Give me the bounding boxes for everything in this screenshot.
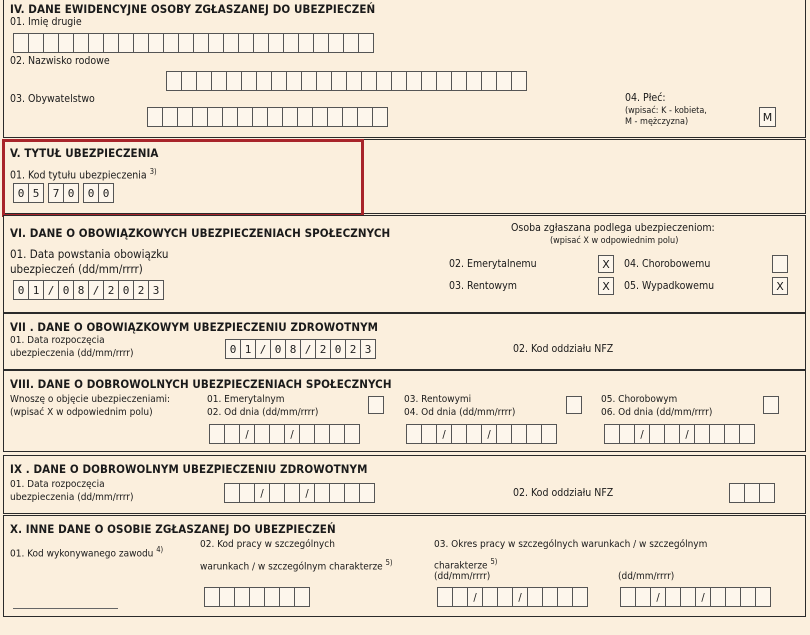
special-work-code-label-2 xyxy=(200,557,393,572)
char-box[interactable] xyxy=(694,424,710,444)
char-box[interactable] xyxy=(181,71,197,91)
middle-name-field[interactable] xyxy=(13,33,373,53)
date-separator: / xyxy=(481,424,497,444)
date-separator: / xyxy=(88,280,104,300)
char-box[interactable] xyxy=(739,424,755,444)
char-box[interactable] xyxy=(542,587,558,607)
char-box[interactable] xyxy=(13,33,29,53)
voluntary-nfz-field[interactable] xyxy=(729,483,774,503)
char-box[interactable] xyxy=(406,71,422,91)
char-box[interactable] xyxy=(344,483,360,503)
char-box[interactable]: 8 xyxy=(285,339,301,359)
char-box[interactable] xyxy=(359,483,375,503)
special-period-label-1: 03. Okres pracy w szczególnych warunkach / w szczególnym xyxy=(434,539,708,550)
char-box[interactable] xyxy=(421,71,437,91)
char-box[interactable] xyxy=(724,424,740,444)
char-box[interactable] xyxy=(329,483,345,503)
char-box[interactable]: 7 xyxy=(48,183,64,203)
char-box[interactable] xyxy=(299,424,315,444)
char-box[interactable] xyxy=(192,107,208,127)
obligation-date-label-1: 01. Data powstania obowiązku xyxy=(10,247,169,261)
sex-field[interactable]: M xyxy=(759,107,776,127)
citizenship-field[interactable] xyxy=(147,107,387,127)
char-box[interactable] xyxy=(118,33,134,53)
family-name-field[interactable] xyxy=(166,71,526,91)
voluntary-sickness-checkbox[interactable] xyxy=(763,396,779,414)
char-box[interactable] xyxy=(328,33,344,53)
char-box[interactable] xyxy=(223,33,239,53)
char-box[interactable]: 1 xyxy=(28,280,44,300)
char-box[interactable] xyxy=(466,424,482,444)
voluntary-intro-1: Wnoszę o objęcie ubezpieczeniami: xyxy=(10,394,170,405)
char-box[interactable] xyxy=(557,587,573,607)
char-box[interactable] xyxy=(619,424,635,444)
char-box[interactable] xyxy=(635,587,651,607)
char-box[interactable] xyxy=(204,587,220,607)
char-box[interactable] xyxy=(207,107,223,127)
profession-code-label xyxy=(10,544,163,559)
voluntary-nfz-label: 02. Kod oddziału NFZ xyxy=(513,487,614,499)
voluntary-disability-from-label: 04. Od dnia (dd/mm/rrrr) xyxy=(404,407,516,418)
char-box[interactable] xyxy=(208,33,224,53)
char-box[interactable] xyxy=(346,71,362,91)
disability-checkbox[interactable]: X xyxy=(598,277,614,295)
char-box[interactable] xyxy=(358,33,374,53)
date-separator: / xyxy=(299,483,315,503)
char-box[interactable]: 1 xyxy=(240,339,256,359)
char-box[interactable] xyxy=(284,483,300,503)
char-box[interactable] xyxy=(234,587,250,607)
highlight-frame xyxy=(2,139,364,217)
accident-checkbox[interactable]: X xyxy=(772,277,788,295)
char-box[interactable] xyxy=(264,587,280,607)
char-box[interactable] xyxy=(391,71,407,91)
footnote-5b: 5) xyxy=(490,557,498,566)
section-x-title: X. INNE DANE O OSOBIE ZGŁASZANEJ DO UBEZPIECZEŃ xyxy=(10,522,336,536)
char-box[interactable] xyxy=(211,71,227,91)
char-box[interactable] xyxy=(252,107,268,127)
subject-hint: (wpisać X w odpowiednim polu) xyxy=(550,236,679,246)
section-vii xyxy=(3,313,806,370)
nfz-branch-label: 02. Kod oddziału NFZ xyxy=(513,343,614,355)
char-box[interactable] xyxy=(511,424,527,444)
char-box[interactable] xyxy=(451,424,467,444)
accident-label: 05. Wypadkowemu xyxy=(624,280,715,292)
char-box[interactable] xyxy=(28,33,44,53)
section-viii xyxy=(3,370,806,452)
char-box[interactable] xyxy=(526,424,542,444)
char-box[interactable] xyxy=(344,424,360,444)
voluntary-pension-checkbox[interactable] xyxy=(368,396,384,414)
special-period-label-text: charakterze xyxy=(434,560,488,572)
char-box[interactable] xyxy=(241,71,257,91)
footnote-5a: 5) xyxy=(385,558,393,567)
char-box[interactable] xyxy=(331,71,347,91)
date-separator: / xyxy=(284,424,300,444)
char-box[interactable] xyxy=(283,33,299,53)
voluntary-pension-from-label: 02. Od dnia (dd/mm/rrrr) xyxy=(207,407,319,418)
subject-label: Osoba zgłaszana podlega ubezpieczeniom: xyxy=(511,222,715,234)
char-box[interactable]: 8 xyxy=(73,280,89,300)
char-box[interactable] xyxy=(314,483,330,503)
insurance-code-label-text: 01. Kod tytułu ubezpieczenia xyxy=(10,169,147,182)
char-box[interactable] xyxy=(133,33,149,53)
char-box[interactable] xyxy=(436,71,452,91)
voluntary-disability-from-field[interactable] xyxy=(406,424,556,444)
section-viii-title: VIII. DANE O DOBROWOLNYCH UBEZPIECZENIACH SPOŁECZNYCH xyxy=(10,377,392,391)
char-box[interactable] xyxy=(301,71,317,91)
section-vii-title: VII . DANE O OBOWIĄZKOWYM UBEZPIECZENIU ZDROWOTNYM xyxy=(10,320,379,334)
date-separator: / xyxy=(255,339,271,359)
special-period-label-2 xyxy=(434,556,497,571)
char-box[interactable] xyxy=(437,587,453,607)
char-box[interactable]: 0 xyxy=(270,339,286,359)
char-box[interactable] xyxy=(271,71,287,91)
voluntary-disability-checkbox[interactable] xyxy=(566,396,582,414)
period-from-field[interactable] xyxy=(437,587,587,607)
obligation-date-label-2: ubezpieczeń (dd/mm/rrrr) xyxy=(10,262,143,276)
char-box[interactable] xyxy=(147,107,163,127)
char-box[interactable] xyxy=(312,107,328,127)
char-box[interactable] xyxy=(254,424,270,444)
char-box[interactable] xyxy=(620,587,636,607)
char-box[interactable] xyxy=(496,424,512,444)
char-box[interactable] xyxy=(759,483,775,503)
footnote-3: 3) xyxy=(149,167,157,176)
health-start-date-field[interactable] xyxy=(225,339,375,359)
sickness-label: 04. Chorobowemu xyxy=(624,258,711,270)
char-box[interactable]: 0 xyxy=(63,183,79,203)
char-box[interactable]: 0 xyxy=(118,280,134,300)
voluntary-sickness-from-field[interactable] xyxy=(604,424,754,444)
char-box[interactable] xyxy=(497,587,513,607)
char-box[interactable] xyxy=(452,587,468,607)
char-box[interactable] xyxy=(406,424,422,444)
section-vi xyxy=(3,215,806,313)
voluntary-sickness-label: 05. Chorobowym xyxy=(601,394,678,405)
char-box[interactable] xyxy=(73,33,89,53)
char-box[interactable]: 3 xyxy=(148,280,164,300)
char-box[interactable] xyxy=(729,483,745,503)
section-ix-title: IX . DANE O DOBROWOLNYM UBEZPIECZENIU ZDROWOTNYM xyxy=(10,462,368,476)
char-box[interactable]: 3 xyxy=(360,339,376,359)
char-box[interactable] xyxy=(649,424,665,444)
family-name-label: 02. Nazwisko rodowe xyxy=(10,55,110,67)
period-to-label: (dd/mm/rrrr) xyxy=(618,571,675,582)
char-box[interactable] xyxy=(163,33,179,53)
obligation-date-field[interactable] xyxy=(13,280,163,300)
voluntary-health-label-2: ubezpieczenia (dd/mm/rrrr) xyxy=(10,492,134,503)
char-box[interactable] xyxy=(740,587,756,607)
char-box[interactable] xyxy=(226,71,242,91)
section-v-title: V. TYTUŁ UBEZPIECZENIA xyxy=(10,146,159,160)
char-box[interactable] xyxy=(267,107,283,127)
sickness-checkbox[interactable] xyxy=(772,255,788,273)
char-box[interactable]: 0 xyxy=(58,280,74,300)
char-box[interactable] xyxy=(343,33,359,53)
disability-label: 03. Rentowym xyxy=(449,280,517,292)
char-box[interactable] xyxy=(297,107,313,127)
sex-hint-2: M - mężczyzna) xyxy=(625,117,689,127)
char-box[interactable] xyxy=(744,483,760,503)
voluntary-pension-from-field[interactable] xyxy=(209,424,359,444)
char-box[interactable]: 0 xyxy=(83,183,99,203)
char-box[interactable] xyxy=(294,587,310,607)
special-work-code-label-text: warunkach / w szczególnym charakterze xyxy=(200,561,383,573)
char-box[interactable] xyxy=(269,483,285,503)
profession-code-label-text: 01. Kod wykonywanego zawodu xyxy=(10,548,154,560)
char-box[interactable] xyxy=(496,71,512,91)
char-box[interactable] xyxy=(451,71,467,91)
char-box[interactable]: 2 xyxy=(133,280,149,300)
char-box[interactable] xyxy=(269,424,285,444)
char-box[interactable] xyxy=(256,71,272,91)
char-box[interactable] xyxy=(664,424,680,444)
char-box[interactable] xyxy=(298,33,314,53)
char-box[interactable] xyxy=(541,424,557,444)
char-box[interactable] xyxy=(342,107,358,127)
char-box[interactable]: 0 xyxy=(98,183,114,203)
date-separator: / xyxy=(650,587,666,607)
char-box[interactable]: 0 xyxy=(13,280,29,300)
char-box[interactable] xyxy=(43,33,59,53)
char-box[interactable] xyxy=(755,587,771,607)
char-box[interactable] xyxy=(481,71,497,91)
profession-code-field[interactable] xyxy=(13,608,118,609)
char-box[interactable] xyxy=(88,33,104,53)
date-separator: / xyxy=(467,587,483,607)
char-box[interactable] xyxy=(314,424,330,444)
voluntary-sickness-from-label: 06. Od dnia (dd/mm/rrrr) xyxy=(601,407,713,418)
special-work-code-field[interactable] xyxy=(204,587,309,607)
date-separator: / xyxy=(512,587,528,607)
date-separator: / xyxy=(239,424,255,444)
char-box[interactable] xyxy=(680,587,696,607)
char-box[interactable] xyxy=(466,71,482,91)
date-separator: / xyxy=(695,587,711,607)
char-box[interactable] xyxy=(372,107,388,127)
char-box[interactable]: 2 xyxy=(315,339,331,359)
date-separator: / xyxy=(300,339,316,359)
char-box[interactable] xyxy=(316,71,332,91)
char-box[interactable] xyxy=(357,107,373,127)
char-box[interactable] xyxy=(710,587,726,607)
char-box[interactable]: 0 xyxy=(13,183,29,203)
char-box[interactable]: 2 xyxy=(103,280,119,300)
char-box[interactable] xyxy=(327,107,343,127)
char-box[interactable] xyxy=(166,71,182,91)
char-box[interactable] xyxy=(313,33,329,53)
char-box[interactable] xyxy=(282,107,298,127)
char-box[interactable]: 0 xyxy=(225,339,241,359)
char-box[interactable] xyxy=(178,33,194,53)
voluntary-health-label-1: 01. Data rozpoczęcia xyxy=(10,479,105,490)
date-separator: / xyxy=(436,424,452,444)
char-box[interactable] xyxy=(177,107,193,127)
health-start-label-2: ubezpieczenia (dd/mm/rrrr) xyxy=(10,348,134,359)
char-box[interactable] xyxy=(224,424,240,444)
char-box[interactable]: 0 xyxy=(330,339,346,359)
date-separator: / xyxy=(43,280,59,300)
char-box[interactable] xyxy=(58,33,74,53)
period-from-label: (dd/mm/rrrr) xyxy=(434,571,491,582)
char-box[interactable] xyxy=(709,424,725,444)
char-box[interactable] xyxy=(249,587,265,607)
char-box[interactable] xyxy=(286,71,302,91)
voluntary-intro-2: (wpisać X w odpowiednim polu) xyxy=(10,407,153,418)
section-iv-title: IV. DANE EWIDENCYJNE OSOBY ZGŁASZANEJ DO UBEZPIECZEŃ xyxy=(10,2,376,16)
section-x xyxy=(3,515,806,617)
section-ix xyxy=(3,455,806,514)
char-box[interactable] xyxy=(268,33,284,53)
char-box[interactable] xyxy=(238,33,254,53)
char-box[interactable] xyxy=(604,424,620,444)
char-box[interactable] xyxy=(219,587,235,607)
char-box[interactable] xyxy=(511,71,527,91)
char-box[interactable] xyxy=(224,483,240,503)
char-box[interactable] xyxy=(148,33,164,53)
voluntary-disability-label: 03. Rentowymi xyxy=(404,394,472,405)
char-box[interactable] xyxy=(665,587,681,607)
char-box[interactable] xyxy=(329,424,345,444)
char-box[interactable]: 2 xyxy=(345,339,361,359)
sex-hint-1: (wpisać: K - kobieta, xyxy=(625,106,707,116)
period-to-field[interactable] xyxy=(620,587,770,607)
char-box[interactable] xyxy=(361,71,377,91)
pension-checkbox[interactable]: X xyxy=(598,255,614,273)
health-start-label-1: 01. Data rozpoczęcia xyxy=(10,335,105,346)
date-separator: / xyxy=(254,483,270,503)
special-work-code-label-1: 02. Kod pracy w szczególnych xyxy=(200,539,335,550)
section-vi-title: VI. DANE O OBOWIĄZKOWYCH UBEZPIECZENIACH SPOŁECZNYCH xyxy=(10,226,391,240)
date-separator: / xyxy=(634,424,650,444)
middle-name-label: 01. Imię drugie xyxy=(10,16,82,28)
sex-label: 04. Płeć: xyxy=(625,92,666,104)
char-box[interactable] xyxy=(222,107,238,127)
char-box[interactable] xyxy=(725,587,741,607)
char-box[interactable] xyxy=(572,587,588,607)
char-box[interactable] xyxy=(103,33,119,53)
char-box[interactable] xyxy=(193,33,209,53)
char-box[interactable] xyxy=(279,587,295,607)
voluntary-health-date-field[interactable] xyxy=(224,483,374,503)
char-box[interactable] xyxy=(237,107,253,127)
char-box[interactable] xyxy=(209,424,225,444)
char-box[interactable]: 5 xyxy=(28,183,44,203)
footnote-4: 4) xyxy=(156,545,164,554)
char-box[interactable] xyxy=(421,424,437,444)
citizenship-label: 03. Obywatelstwo xyxy=(10,93,95,105)
char-box[interactable] xyxy=(527,587,543,607)
voluntary-pension-label: 01. Emerytalnym xyxy=(207,394,285,405)
char-box[interactable] xyxy=(196,71,212,91)
char-box[interactable] xyxy=(482,587,498,607)
date-separator: / xyxy=(679,424,695,444)
pension-label: 02. Emerytalnemu xyxy=(449,258,537,270)
char-box[interactable] xyxy=(376,71,392,91)
char-box[interactable] xyxy=(239,483,255,503)
section-iv xyxy=(3,0,806,138)
char-box[interactable] xyxy=(253,33,269,53)
char-box[interactable] xyxy=(162,107,178,127)
